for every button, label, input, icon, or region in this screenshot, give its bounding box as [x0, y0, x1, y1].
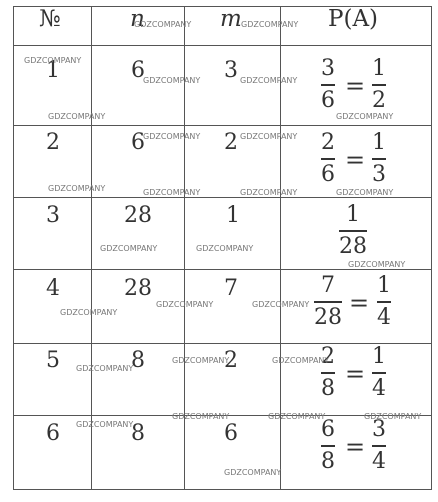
numerator: 1	[372, 344, 386, 369]
row-number: 1	[46, 58, 60, 83]
row-number: 2	[46, 130, 60, 155]
numerator: 6	[321, 417, 335, 442]
fraction-bar	[314, 301, 342, 303]
row-number: 3	[46, 203, 60, 228]
equals-sign: =	[345, 146, 366, 174]
watermark: GDZCOMPANY	[76, 420, 134, 429]
watermark: GDZCOMPANY	[268, 412, 326, 421]
denominator: 8	[321, 449, 335, 474]
header-probability: P(A)	[328, 6, 379, 32]
denominator: 28	[314, 305, 342, 330]
cell-m: 1	[226, 203, 240, 228]
numerator: 7	[321, 273, 335, 298]
cell-n: 6	[131, 130, 145, 155]
fraction-bar	[321, 445, 335, 447]
watermark: GDZCOMPANY	[172, 356, 230, 365]
probability-fraction	[321, 130, 335, 187]
watermark: GDZCOMPANY	[172, 412, 230, 421]
denominator: 4	[377, 305, 391, 330]
row-number: 5	[46, 348, 60, 373]
cell-m: 2	[224, 348, 238, 373]
fraction-bar	[372, 158, 386, 160]
probability-fraction	[321, 344, 335, 401]
denominator: 8	[321, 376, 335, 401]
probability-fraction	[321, 417, 335, 474]
watermark: GDZCOMPANY	[348, 260, 406, 269]
cell-n: 28	[124, 203, 152, 228]
row-number: 4	[46, 276, 60, 301]
cell-n: 8	[131, 421, 145, 446]
probability-fraction	[339, 202, 367, 259]
denominator: 4	[372, 376, 386, 401]
watermark: GDZCOMPANY	[143, 76, 201, 85]
fraction-bar	[372, 445, 386, 447]
watermark: GDZCOMPANY	[272, 356, 330, 365]
watermark: GDZCOMPANY	[240, 132, 298, 141]
cell-m: 6	[224, 421, 238, 446]
simplified-fraction	[372, 56, 386, 113]
watermark: GDZCOMPANY	[240, 188, 298, 197]
watermark: GDZCOMPANY	[241, 20, 299, 29]
equals-sign: =	[349, 289, 370, 317]
simplified-fraction	[377, 273, 391, 330]
equals-sign: =	[345, 72, 366, 100]
header-n: n	[130, 6, 145, 32]
fraction-bar	[339, 230, 367, 232]
denominator: 6	[321, 162, 335, 187]
watermark: GDZCOMPANY	[224, 468, 282, 477]
col-divider	[91, 7, 92, 489]
cell-m: 2	[224, 130, 238, 155]
cell-n: 8	[131, 348, 145, 373]
row-number: 6	[46, 421, 60, 446]
denominator: 2	[372, 88, 386, 113]
probability-fraction	[314, 273, 342, 330]
probability-fraction	[321, 56, 335, 113]
watermark: GDZCOMPANY	[156, 300, 214, 309]
watermark: GDZCOMPANY	[252, 300, 310, 309]
numerator: 1	[372, 130, 386, 155]
cell-n: 28	[124, 276, 152, 301]
row-divider	[14, 343, 431, 344]
row-divider	[14, 45, 431, 46]
denominator: 4	[372, 449, 386, 474]
cell-m: 7	[224, 276, 238, 301]
fraction-bar	[321, 158, 335, 160]
fraction-bar	[321, 84, 335, 86]
watermark: GDZCOMPANY	[60, 308, 118, 317]
watermark: GDZCOMPANY	[100, 244, 158, 253]
row-divider	[14, 125, 431, 126]
watermark: GDZCOMPANY	[196, 244, 254, 253]
watermark: GDZCOMPANY	[364, 412, 422, 421]
row-divider	[14, 269, 431, 270]
watermark: GDZCOMPANY	[48, 184, 106, 193]
watermark: GDZCOMPANY	[240, 76, 298, 85]
fraction-bar	[377, 301, 391, 303]
numerator: 2	[321, 130, 335, 155]
watermark: GDZCOMPANY	[134, 20, 192, 29]
numerator: 2	[321, 344, 335, 369]
numerator: 1	[372, 56, 386, 81]
header-m: m	[220, 6, 242, 32]
denominator: 6	[321, 88, 335, 113]
numerator: 3	[321, 56, 335, 81]
watermark: GDZCOMPANY	[336, 112, 394, 121]
cell-m: 3	[224, 58, 238, 83]
equals-sign: =	[345, 360, 366, 388]
simplified-fraction	[372, 344, 386, 401]
denominator: 28	[339, 234, 367, 259]
watermark: GDZCOMPANY	[143, 132, 201, 141]
equals-sign: =	[345, 433, 366, 461]
numerator: 1	[346, 202, 360, 227]
watermark: GDZCOMPANY	[76, 364, 134, 373]
watermark: GDZCOMPANY	[48, 112, 106, 121]
row-divider	[14, 197, 431, 198]
simplified-fraction	[372, 130, 386, 187]
denominator: 3	[372, 162, 386, 187]
simplified-fraction	[372, 417, 386, 474]
fraction-bar	[372, 84, 386, 86]
header-number: №	[39, 6, 61, 32]
watermark: GDZCOMPANY	[24, 56, 82, 65]
watermark: GDZCOMPANY	[143, 188, 201, 197]
numerator: 1	[377, 273, 391, 298]
numerator: 3	[372, 417, 386, 442]
fraction-bar	[372, 372, 386, 374]
watermark: GDZCOMPANY	[336, 188, 394, 197]
cell-n: 6	[131, 58, 145, 83]
fraction-bar	[321, 372, 335, 374]
